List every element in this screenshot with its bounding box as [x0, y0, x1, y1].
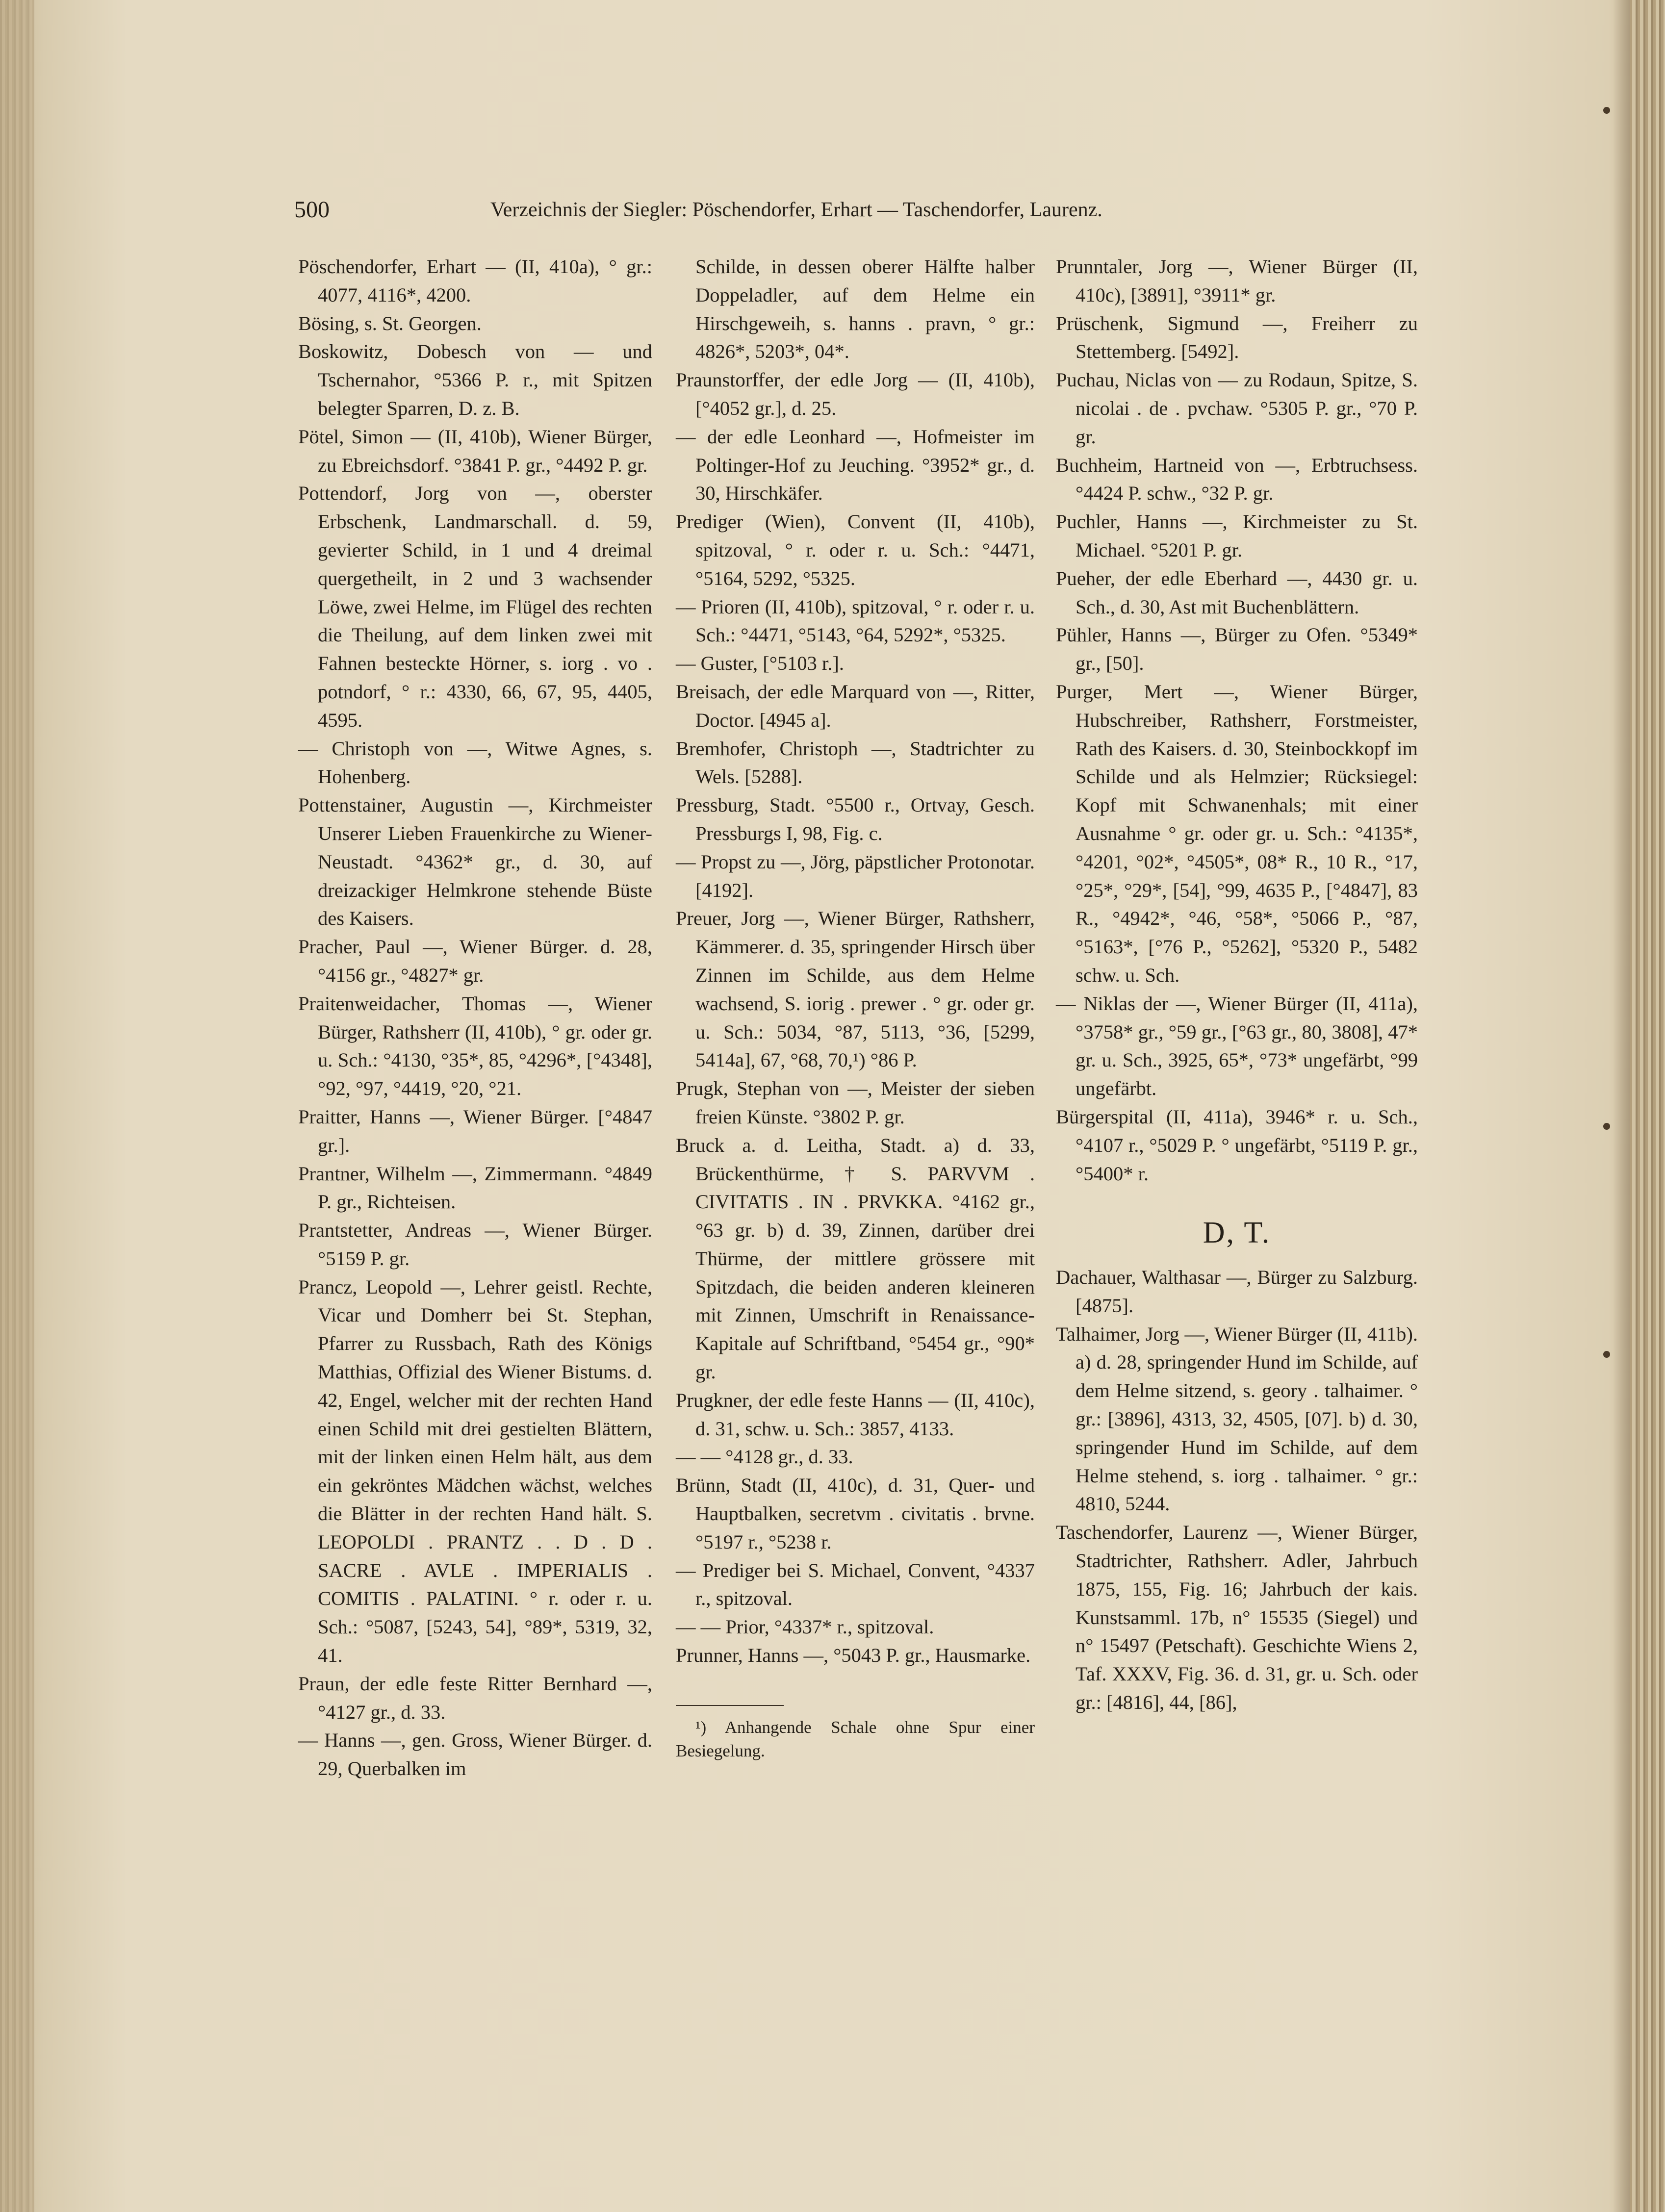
index-entry: Pressburg, Stadt. °5500 r., Ortvay, Gesch. Pressburgs I, 98, Fig. c.: [676, 794, 1035, 844]
column-3: [1056, 253, 1418, 1717]
page-number: 500: [294, 197, 330, 223]
index-entry: Pühler, Hanns —, Bürger zu Ofen. °5349* gr., [50].: [1056, 624, 1418, 675]
running-head-title: Verzeichnis der Siegler: Pöschendorfer, Erhart — Taschendorfer, Laurenz.: [490, 199, 1102, 221]
index-entry: Taschendorfer, Laurenz —, Wiener Bürger, Stadtrichter, Rathsherr. Adler, Jahrbuch 1875, 155, Fig. 16; Jahrbuch der kais. Kunstsamml. 17b, n° 15535 (Siegel) und n° 15497 (Petschaft). Geschichte Wiens 2, Taf. XXXV, Fig. 36. d. 31, gr. u. Sch. oder gr.: [4816], 44, [86],: [1056, 1521, 1418, 1714]
index-entry: Prunntaler, Jorg —, Wiener Bürger (II, 410c), [3891], °3911* gr.: [1056, 255, 1418, 306]
index-entry: Prantstetter, Andreas —, Wiener Bürger. °5159 P. gr.: [298, 1219, 652, 1270]
index-entry: Pracher, Paul —, Wiener Bürger. d. 28, °4156 gr., °4827* gr.: [298, 936, 652, 986]
index-entry: Brünn, Stadt (II, 410c), d. 31, Quer- und Hauptbalken, secretvm . civitatis . brvne. °5197 r., °5238 r.: [676, 1474, 1035, 1553]
index-entry: Prediger (Wien), Convent (II, 410b), spitzoval, ° r. oder r. u. Sch.: °4471, °5164, 5292, °5325.: [676, 510, 1035, 589]
index-entry: Breisach, der edle Marquard von —, Ritter, Doctor. [4945 a].: [676, 680, 1035, 731]
index-entry: Pöschendorfer, Erhart — (II, 410a), ° gr.: 4077, 4116*, 4200.: [298, 255, 652, 306]
index-entry: Puchler, Hanns —, Kirchmeister zu St. Michael. °5201 P. gr.: [1056, 510, 1418, 561]
index-entry: Pottenstainer, Augustin —, Kirchmeister Unserer Lieben Frauenkirche zu Wiener-Neustadt. °4362* gr., d. 30, auf dreizackiger Helmkrone stehende Büste des Kaisers.: [298, 794, 652, 930]
index-entry: Bösing, s. St. Georgen.: [298, 312, 482, 334]
index-entry: Buchheim, Hartneid von —, Erbtruchsess. °4424 P. schw., °32 P. gr.: [1056, 454, 1418, 505]
column-2: [676, 253, 1035, 1763]
index-entry: Pötel, Simon — (II, 410b), Wiener Bürger, zu Ebreichsdorf. °3841 P. gr., °4492 P. gr.: [298, 425, 652, 476]
margin-mark: [1603, 1351, 1610, 1358]
index-entry: Prancz, Leopold —, Lehrer geistl. Rechte, Vicar und Domherr bei St. Stephan, Pfarrer zu Russbach, Rath des Königs Matthias, Offizial des Wiener Bistums. d. 42, Engel, welcher mit der rechten Hand einen Schild mit drei gestielten Blättern, mit der linken einen Helm hält, aus dem ein gekröntes Mädchen wächst, welches die Blätter in der rechten Hand hält. S. LEOPOLDI . PRANTZ . . D . D . SACRE . AVLE . IMPERIALIS . COMITIS . PALATINI. ° r. oder r. u. Sch.: °5087, [5243, 54], °89*, 5319, 32, 41.: [298, 1275, 652, 1667]
index-entry: Praitter, Hanns —, Wiener Bürger. [°4847 gr.].: [298, 1105, 652, 1156]
index-entry: — Hanns —, gen. Gross, Wiener Bürger. d. 29, Querbalken im: [298, 1729, 652, 1780]
index-entry: — Niklas der —, Wiener Bürger (II, 411a), °3758* gr., °59 gr., [°63 gr., 80, 3808], 47* gr. u. Sch., 3925, 65*, °73* ungefärbt, °99 ungefärbt.: [1056, 992, 1418, 1100]
index-entry: Pottendorf, Jorg von —, oberster Erbschenk, Landmarschall. d. 59, gevierter Schild, in 1 und 4 dreimal quergetheilt, in 2 und 3 wachsender Löwe, zwei Helme, im Flügel des rechten die Theilung, auf dem linken zwei mit Fahnen besteckte Hörner, s. iorg . vo . potndorf, ° r.: 4330, 66, 67, 95, 4405, 4595.: [298, 482, 652, 731]
index-entry: Prunner, Hanns —, °5043 P. gr., Hausmarke.: [676, 1644, 1031, 1667]
index-entry: — der edle Leonhard —, Hofmeister im Poltinger-Hof zu Jeuching. °3952* gr., d. 30, Hirschkäfer.: [676, 425, 1035, 505]
index-entry: Bremhofer, Christoph —, Stadtrichter zu Wels. [5288].: [676, 737, 1035, 788]
footnote: ¹) Anhangende Schale ohne Spur einer Besiegelung.: [676, 1717, 1035, 1760]
footnote-rule: [676, 1705, 784, 1706]
index-entry: Praunstorffer, der edle Jorg — (II, 410b), [°4052 gr.], d. 25.: [676, 369, 1035, 419]
index-entry: Prüschenk, Sigmund —, Freiherr zu Stettemberg. [5492].: [1056, 312, 1418, 363]
page-stack-edge: [1630, 0, 1665, 2212]
index-entry: Dachauer, Walthasar —, Bürger zu Salzburg. [4875].: [1056, 1266, 1418, 1317]
index-entry: Preuer, Jorg —, Wiener Bürger, Rathsherr, Kämmerer. d. 35, springender Hirsch über Zinnen im Schilde, aus dem Helme wachsend, S. iorig . prewer . ° gr. oder gr. u. Sch.: 5034, °87, 5113, °36, [5299, 5414a], 67, °68, 70,¹) °86 P.: [676, 907, 1035, 1071]
index-entry: Prantner, Wilhelm —, Zimmermann. °4849 P. gr., Richteisen.: [298, 1162, 652, 1213]
index-entry: — Guster, [°5103 r.].: [676, 652, 845, 675]
margin-mark: [1603, 107, 1610, 114]
index-entry: — Prioren (II, 410b), spitzoval, ° r. oder r. u. Sch.: °4471, °5143, °64, 5292*, °5325.: [676, 595, 1035, 646]
index-entry: Puchau, Niclas von — zu Rodaun, Spitze, S. nicolai . de . pvchaw. °5305 P. gr., °70 P. gr.: [1056, 369, 1418, 448]
index-entry: — — Prior, °4337* r., spitzoval.: [676, 1616, 934, 1638]
index-entry: Bruck a. d. Leitha, Stadt. a) d. 33, Brückenthürme, † S. PARVVM . CIVITATIS . IN . PRVKKA. °4162 gr., °63 gr. b) d. 39, Zinnen, darüber drei Thürme, der mittlere grössere mit Spitzdach, die beiden anderen kleineren mit Zinnen, Umschrift in Renaissance-Kapitale auf Schriftband, °5454 gr., °90* gr.: [676, 1134, 1035, 1383]
index-entry: Purger, Mert —, Wiener Bürger, Hubschreiber, Rathsherr, Forstmeister, Rath des Kaisers. d. 30, Steinbockkopf im Schilde und als Helmzier; Rücksiegel: Kopf mit Schwanenhals; mit einer Ausnahme ° gr. oder gr. u. Sch.: °4135*, °4201, °02*, °4505*, 08* R., 10 R., °17, °25*, °29*, [54], °99, 4635 P., [°4847], 83 R., °4942*, °46, °58*, °5066 P., °87, °5163*, [°76 P., °5262], °5320 P., 5482 schw. u. Sch.: [1056, 680, 1418, 986]
index-entry: — Propst zu —, Jörg, päpstlicher Protonotar. [4192].: [676, 850, 1035, 901]
index-entry: Pueher, der edle Eberhard —, 4430 gr. u. Sch., d. 30, Ast mit Buchenblättern.: [1056, 567, 1418, 618]
index-entry: — Prediger bei S. Michael, Convent, °4337 r., spitzoval.: [676, 1559, 1035, 1610]
index-entry: Prugkner, der edle feste Hanns — (II, 410c), d. 31, schw. u. Sch.: 3857, 4133.: [676, 1389, 1035, 1440]
margin-mark: [1603, 1123, 1610, 1130]
column-1: [298, 253, 652, 1783]
running-header: [294, 196, 1216, 230]
index-entry-continuation: Schilde, in dessen oberer Hälfte halber Doppeladler, auf dem Helme ein Hirschgeweih, s. hanns . pravn, ° gr.: 4826*, 5203*, 04*.: [695, 255, 1035, 363]
index-entry: — Christoph von —, Witwe Agnes, s. Hohenberg.: [298, 737, 652, 788]
index-entry: Boskowitz, Dobesch von — und Tschernahor, °5366 P. r., mit Spitzen belegter Sparren, D. z. B.: [298, 340, 652, 419]
index-entry: Prugk, Stephan von —, Meister der sieben freien Künste. °3802 P. gr.: [676, 1077, 1035, 1128]
index-entry: Praitenweidacher, Thomas —, Wiener Bürger, Rathsherr (II, 410b), ° gr. oder gr. u. Sch.: °4130, °35*, 85, °4296*, [°4348], °92, °97, °4419, °20, °21.: [298, 992, 652, 1100]
page-edge-shadow: [1613, 0, 1630, 2212]
index-entry: Bürgerspital (II, 411a), 3946* r. u. Sch., °4107 r., °5029 P. ° ungefärbt, °5119 P. gr., °5400* r.: [1056, 1105, 1418, 1185]
index-entry: — — °4128 gr., d. 33.: [676, 1446, 853, 1468]
section-heading: D, T.: [1203, 1216, 1271, 1250]
binding-gutter: [0, 0, 34, 2212]
index-entry: Praun, der edle feste Ritter Bernhard —, °4127 gr., d. 33.: [298, 1672, 652, 1723]
index-entry: Talhaimer, Jorg —, Wiener Bürger (II, 411b). a) d. 28, springender Hund im Schilde, auf dem Helme sitzend, s. geory . talhaimer. ° gr.: [3896], 4313, 32, 4505, [07]. b) d. 30, springender Hund im Schilde, auf dem Helme stehend, s. iorg . talhaimer. ° gr.: 4810, 5244.: [1056, 1322, 1418, 1515]
